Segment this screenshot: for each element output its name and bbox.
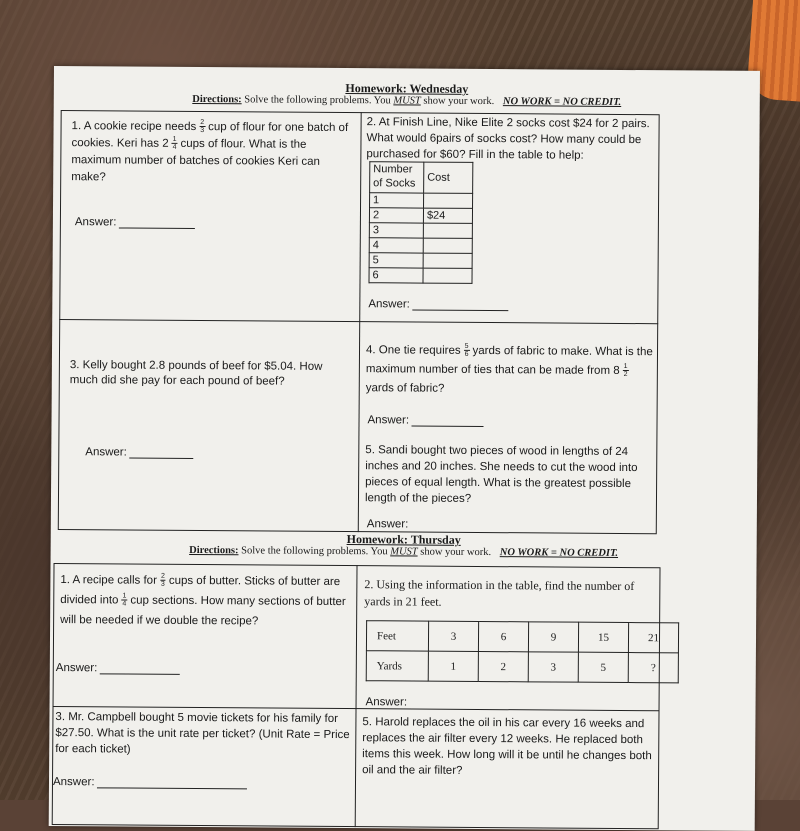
fraction-two-thirds: $\frac{2}{3}$	[160, 573, 165, 589]
table-row: Yards 1 2 3 5 ?	[366, 651, 678, 683]
worksheet	[49, 66, 760, 831]
wednesday-q1-answer[interactable]: Answer:	[75, 216, 195, 229]
feet-yards-table	[366, 620, 679, 683]
header-feet: Feet	[366, 621, 428, 651]
header-cost: Cost	[424, 162, 473, 193]
wednesday-q4-answer[interactable]: Answer:	[367, 414, 483, 427]
header-number-of-socks: Number of Socks	[370, 162, 424, 193]
fraction-one-fourth: $\frac{1}{4}$	[172, 136, 177, 152]
table-row: 3	[369, 223, 472, 239]
wednesday-q4: 4. One tie requires $\frac{5}{6}$ yards of fabric to make. What is the maximum number of ties that can be made from 8 $\frac{1}{2}$ yards of fabric?	[365, 343, 653, 395]
wednesday-q3-answer[interactable]: Answer:	[85, 446, 193, 459]
thursday-q1-answer[interactable]: Answer:	[56, 662, 180, 675]
table-row: 1	[370, 193, 473, 209]
fraction-five-sixths: $\frac{5}{6}$	[464, 343, 469, 359]
wednesday-q2-answer[interactable]: Answer:	[368, 298, 508, 311]
wednesday-q3: 3. Kelly bought 2.8 pounds of beef for $5.04. How much did she pay for each pound of beef?	[69, 359, 323, 388]
wednesday-q5: 5. Sandi bought two pieces of wood in lengths of 24 inches and 20 inches. She needs to cut the wood into pieces of equal length. What is the greatest possible length of the pieces?	[364, 444, 638, 505]
fraction-one-half: $\frac{1}{2}$	[623, 363, 628, 379]
table-row: 5	[369, 253, 472, 269]
table-row: 6	[369, 268, 472, 284]
wednesday-q5-answer[interactable]: Answer:	[366, 518, 409, 531]
wednesday-q1: 1. A cookie recipe needs $\frac{2}{3}$ cup of flour for one batch of cookies. Keri has 2 $\frac{1}{4}$ cups of flour. What is the maximum number of batches of cookies Keri can make?	[71, 119, 349, 184]
thursday-directions: Directions: Solve the following problems. You MUST show your work. NO WORK = NO CREDIT.	[189, 544, 619, 559]
socks-table	[368, 161, 473, 284]
thursday-q2: 2. Using the information in the table, find the number of yards in 21 feet.	[364, 577, 635, 609]
thursday-title: Homework: Thursday	[346, 532, 461, 547]
fraction-one-fourth: $\frac{1}{4}$	[122, 592, 127, 608]
thursday-q1: 1. A recipe calls for $\frac{2}{3}$ cups of butter. Sticks of butter are divided into $\frac{1}{4}$ cup sections. How many sections of butter will be needed if we double the recipe?	[60, 573, 346, 628]
wednesday-title: Homework: Wednesday	[345, 81, 469, 96]
wednesday-directions: Directions: Solve the following problems. You MUST show your work. NO WORK = NO CREDIT.	[192, 93, 622, 108]
thursday-q2-answer[interactable]: Answer:	[365, 696, 408, 709]
thursday-q5: 5. Harold replaces the oil in his car every 16 weeks and replaces the air filter every 12 weeks. He replaced both items this week. How long will it be until he changes both oil and the air filter?	[362, 716, 652, 777]
thursday-q3: 3. Mr. Campbell bought 5 movie tickets for his family for $27.50. What is the unit rate per ticket? (Unit Rate = Price for each ticket)	[55, 711, 350, 756]
thursday-q3-answer[interactable]: Answer:	[53, 776, 247, 789]
fraction-two-thirds: $\frac{2}{3}$	[200, 119, 205, 135]
header-yards: Yards	[366, 651, 428, 681]
table-row: 2 $24	[369, 208, 472, 224]
wednesday-q2: 2. At Finish Line, Nike Elite 2 socks cost $24 for 2 pairs. What would 6pairs of socks cost? How many could be purchased for $60? Fill in the table to help:	[366, 116, 650, 162]
table-row: 4	[369, 238, 472, 254]
table-row: Feet 3 6 9 15 21	[366, 621, 678, 653]
table-row	[370, 162, 473, 194]
